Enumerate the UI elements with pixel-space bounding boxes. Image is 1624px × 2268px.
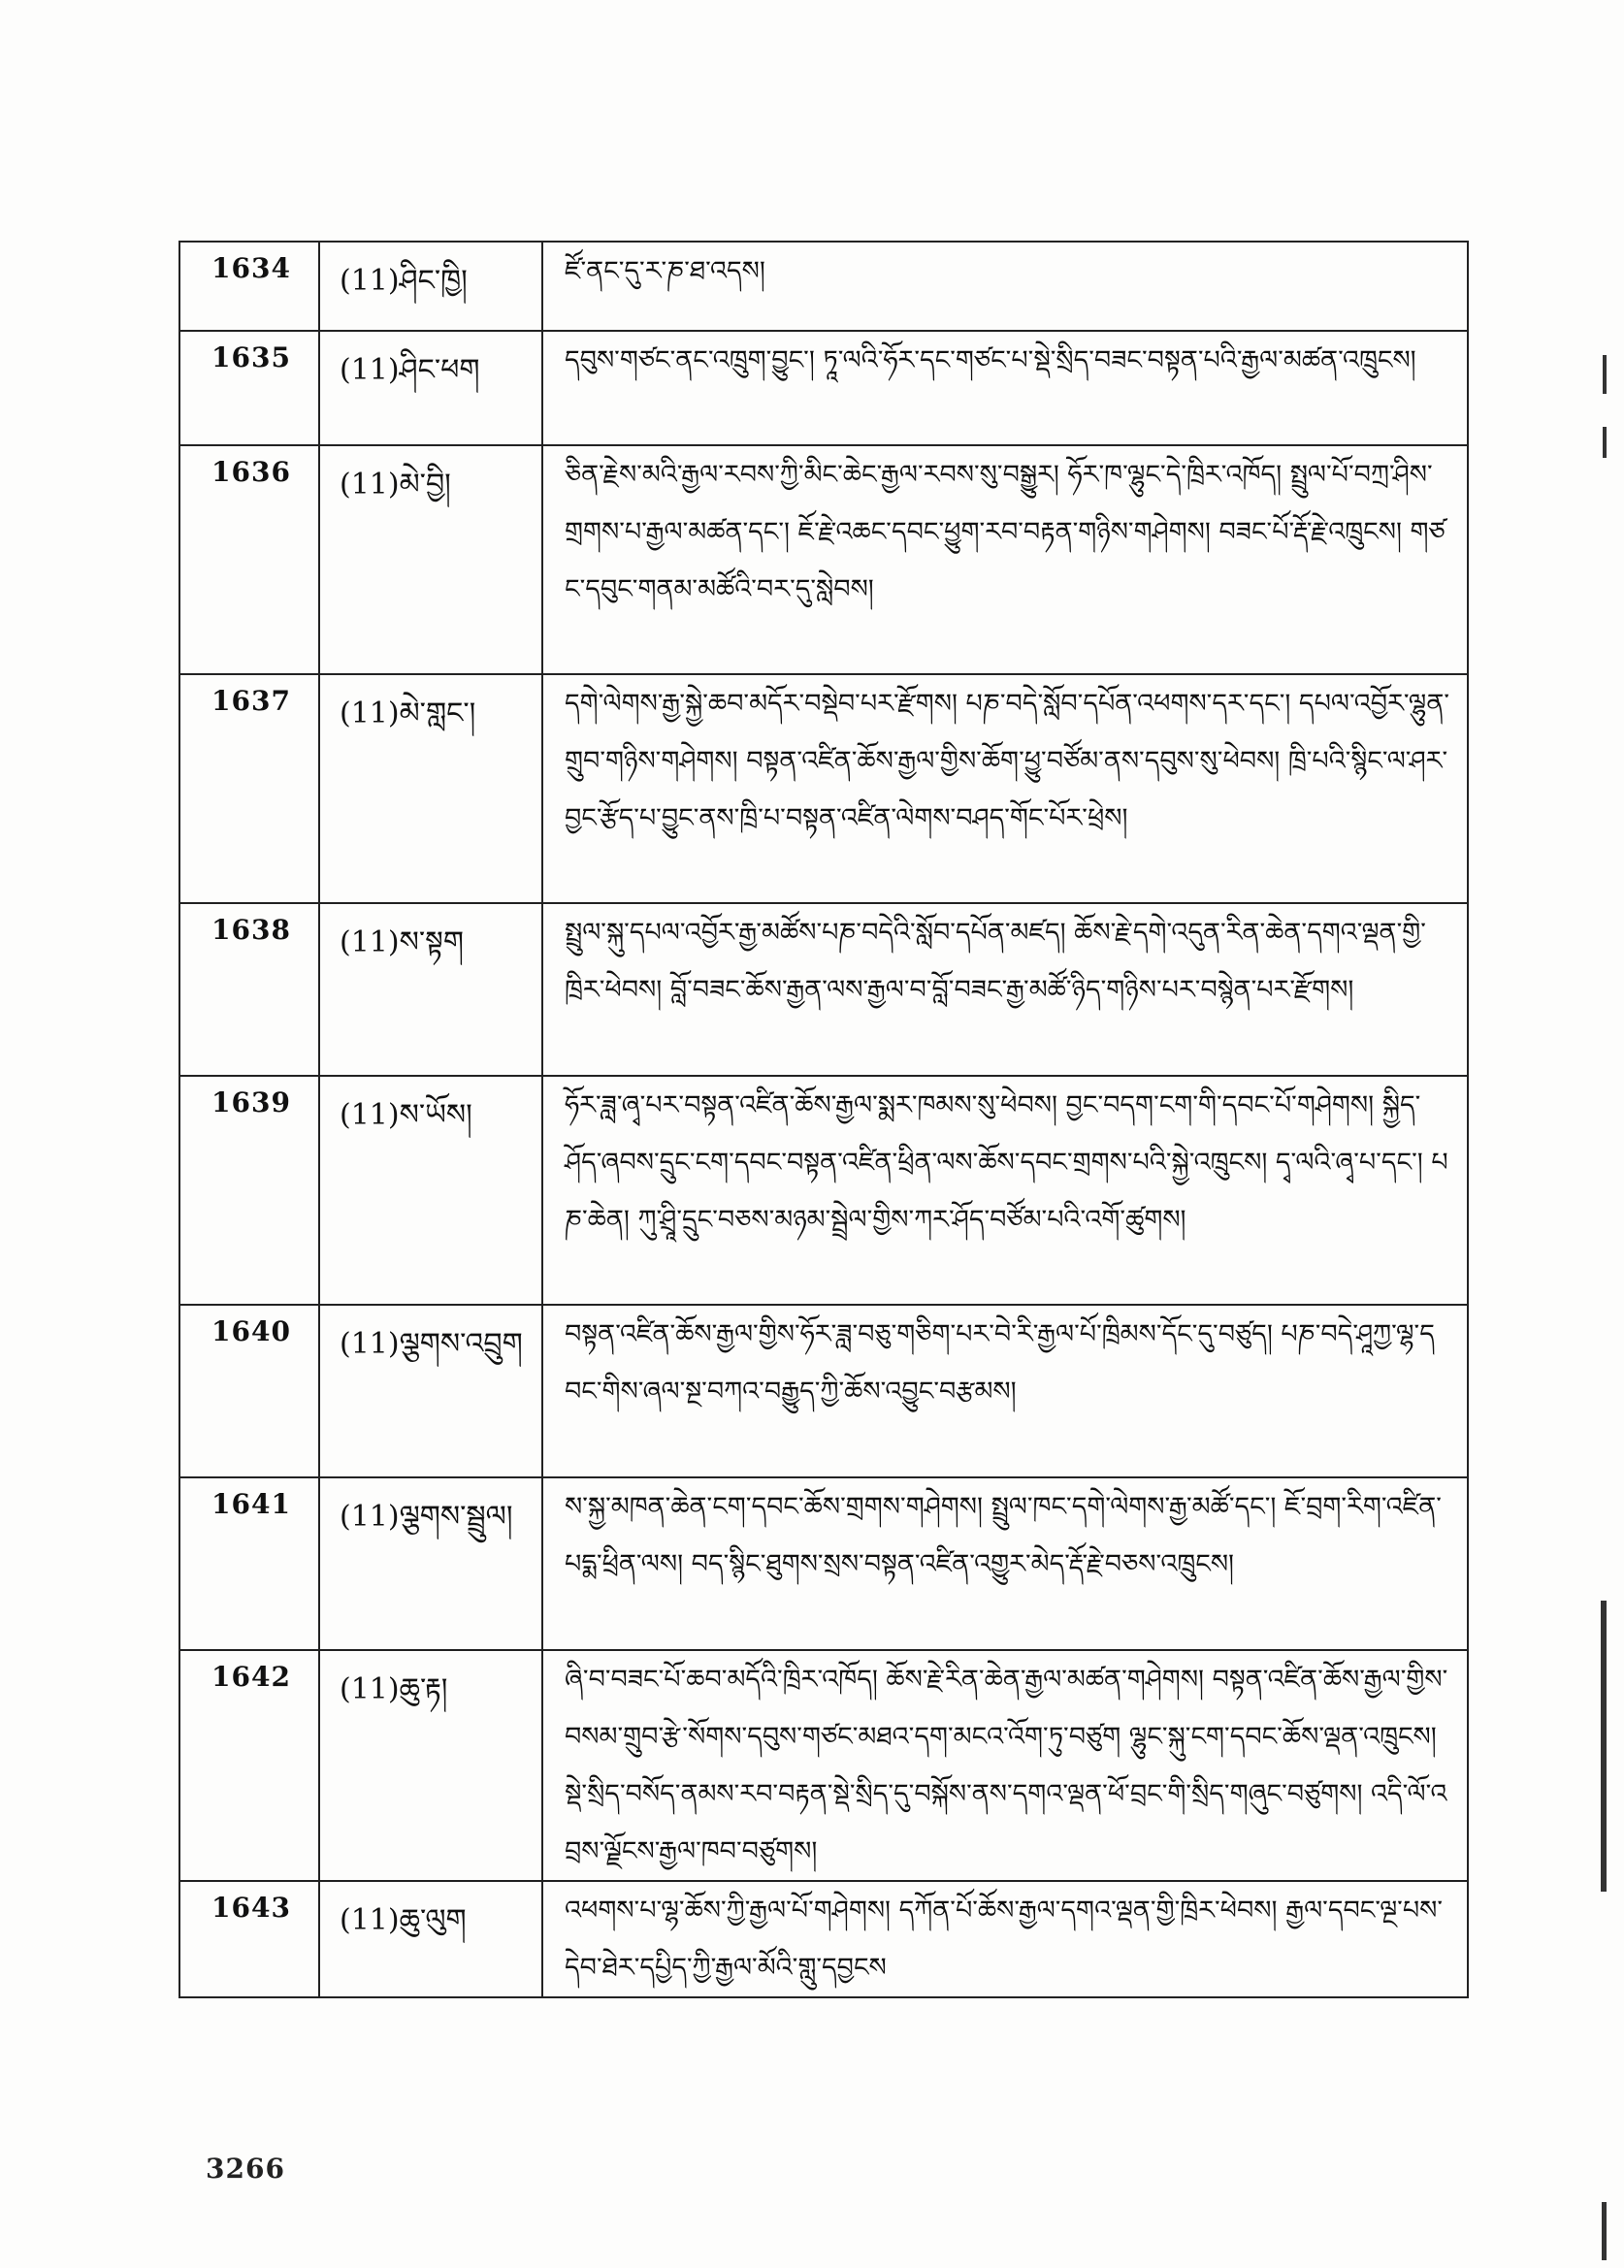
year-cell: 1636 bbox=[179, 445, 319, 674]
chronology-table-body bbox=[179, 242, 1468, 1997]
table-row bbox=[179, 1650, 1468, 1881]
year-cell: 1642 bbox=[179, 1650, 319, 1881]
cycle-cell: (11)ཤིང་ཁྱི། bbox=[319, 242, 542, 331]
table-row bbox=[179, 242, 1468, 331]
scan-edge-mark bbox=[1603, 355, 1607, 394]
event-text-cell: ཞི་བ་བཟང་པོ་ཆབ་མདོའི་ཁྲིར་འཁོད། ཆོས་རྗེ་རིན་ཆེན་རྒྱལ་མཚན་གཤེགས། བསྟན་འཛིན་ཆོས་རྒྱལ་གྱིས་བསམ་གྲུབ་རྩེ་སོགས་དབུས་གཙང་མཐའ་དག་མངའ་འོག་ཏུ་བཙུག ལྷུང་སྐུ་ངག་དབང་ཆོས་ལྡན་འཁྲུངས། སྡེ་སྲིད་བསོད་ནམས་རབ་བརྟན་སྡེ་སྲིད་དུ་བསྐོས་ནས་དགའ་ལྡན་ཕོ་བྲང་གི་སྲིད་གཞུང་བཙུགས། འདི་ལོ་འབྲས་ལྗོངས་རྒྱལ་ཁབ་བཙུགས། bbox=[542, 1650, 1468, 1881]
event-text-cell: ཧོར་ཟླ་ཞྭ་པར་བསྟན་འཛིན་ཆོས་རྒྱལ་སྨར་ཁམས་སུ་ཕེབས། བྱང་བདག་ངག་གི་དབང་པོ་གཤེགས། སྐྱིད་ཤོད་ཞབས་དྲུང་ངག་དབང་བསྟན་འཛིན་ཕྲིན་ལས་ཆོས་དབང་གྲགས་པའི་སྐྱེ་འཁྲུངས། དྭ་ལའི་ཞྭ་པ་དང་། པཎ་ཆེན། ཀུ་ཤྲཱི་དྲུང་བཅས་མཉམ་སྦྲེལ་གྱིས་ཀར་ཤོད་བཙོམ་པའི་འགོ་ཚུགས། bbox=[542, 1076, 1468, 1305]
cycle-cell: (11)ཆུ་རྟ། bbox=[319, 1650, 542, 1881]
table-row bbox=[179, 445, 1468, 674]
event-text-cell: ས་སྐྱ་མཁན་ཆེན་ངག་དབང་ཆོས་གྲགས་གཤེགས། སྤྲུལ་ཁང་དགེ་ལེགས་རྒྱ་མཚོ་དང་། ཇོ་བྲག་རིག་འཛིན་པདྨ་ཕྲིན་ལས། བད་སྙིང་ཐུགས་སྲས་བསྟན་འཛིན་འགྱུར་མེད་རྡོ་རྗེ་བཅས་འཁྲུངས། bbox=[542, 1477, 1468, 1650]
scan-edge-mark bbox=[1602, 2202, 1607, 2260]
table-row bbox=[179, 1477, 1468, 1650]
cycle-cell: (11)ཆུ་ལུག bbox=[319, 1881, 542, 1997]
year-cell: 1637 bbox=[179, 674, 319, 903]
cycle-cell: (11)ས་སྟག bbox=[319, 903, 542, 1076]
table-row bbox=[179, 674, 1468, 903]
cycle-cell: (11)ལྕགས་འབྲུག bbox=[319, 1305, 542, 1477]
event-text-cell: ཅིན་རྗེས་མའི་རྒྱལ་རབས་ཀྱི་མིང་ཆེང་རྒྱལ་རབས་སུ་བསྒྱུར། ཧོར་ཁ་ལྷུང་དེ་ཁྲིར་འཁོད། སྤྲུལ་པོ་བཀྲ་ཤིས་གྲགས་པ་རྒྱལ་མཚན་དང་། ཇོ་རྗེ་འཆང་དབང་ཕྱུག་རབ་བརྟན་གཉིས་གཤེགས། བཟང་པོ་རྡོ་རྗེ་འཁྲུངས། གཙང་དབུང་གནམ་མཚོའི་བར་དུ་སླེབས། bbox=[542, 445, 1468, 674]
event-text-cell: དགེ་ལེགས་རྒྱ་སྐྱེ་ཆབ་མདོར་བསྡེབ་པར་རྫོགས། པཎ་བདེ་སློབ་དཔོན་འཕགས་དར་དང་། དཔལ་འབྱོར་ལྷུན་གྲུབ་གཉིས་གཤེགས། བསྟན་འཛིན་ཆོས་རྒྱལ་གྱིས་ཆོག་ཕྱུ་བཙོམ་ནས་དབུས་སུ་ཕེབས། ཁྲི་པའི་སྙིང་ལ་ཤར་བྱང་རྩོད་པ་བྱུང་ནས་ཁྲི་པ་བསྟན་འཛིན་ལེགས་བཤད་གོང་པོར་ཕྲེས། bbox=[542, 674, 1468, 903]
cycle-cell: (11)མེ་བྱི། bbox=[319, 445, 542, 674]
cycle-cell: (11)ལྕགས་སྦྲུལ། bbox=[319, 1477, 542, 1650]
year-cell: 1641 bbox=[179, 1477, 319, 1650]
event-text-cell: འཕགས་པ་ལྷ་ཆོས་ཀྱི་རྒྱལ་པོ་གཤེགས། དཀོན་པོ་ཆོས་རྒྱལ་དགའ་ལྡན་གྱི་ཁྲིར་ཕེབས། རྒྱལ་དབང་ལྔ་པས་དེབ་ཐེར་དཔྱིད་ཀྱི་རྒྱལ་མོའི་གླུ་དབྱངས bbox=[542, 1881, 1468, 1997]
cycle-cell: (11)མེ་གླང་། bbox=[319, 674, 542, 903]
year-cell: 1635 bbox=[179, 331, 319, 445]
year-cell: 1643 bbox=[179, 1881, 319, 1997]
table-row bbox=[179, 331, 1468, 445]
table-row bbox=[179, 1881, 1468, 1997]
table-row bbox=[179, 1305, 1468, 1477]
scan-edge-mark bbox=[1601, 1601, 1607, 1892]
event-text-cell: སྤྲུལ་སྐུ་དཔལ་འབྱོར་རྒྱ་མཚོས་པཎ་བདེའི་སློབ་དཔོན་མཛད། ཆོས་རྗེ་དགེ་འདུན་རིན་ཆེན་དགའ་ལྡན་གྱི་ཁྲིར་ཕེབས། བློ་བཟང་ཆོས་རྒྱན་ལས་རྒྱལ་བ་བློ་བཟང་རྒྱ་མཚོ་ཉིད་གཉིས་པར་བསྙེན་པར་རྫོགས། bbox=[542, 903, 1468, 1076]
table-row bbox=[179, 1076, 1468, 1305]
year-cell: 1638 bbox=[179, 903, 319, 1076]
page-number: 3266 bbox=[206, 2153, 285, 2185]
cycle-cell: (11)ཤིང་ཕག bbox=[319, 331, 542, 445]
table-row bbox=[179, 903, 1468, 1076]
event-text-cell: བསྟན་འཛིན་ཆོས་རྒྱལ་གྱིས་ཧོར་ཟླ་བཅུ་གཅིག་པར་བེ་རི་རྒྱལ་པོ་ཁྲིམས་དོང་དུ་བཙུད། པཎ་བདེ་ཤཱཀྱ་ལྷ་དབང་གིས་ཞལ་སྔ་བཀའ་བརྒྱུད་ཀྱི་ཆོས་འབྱུང་བརྩམས། bbox=[542, 1305, 1468, 1477]
year-cell: 1640 bbox=[179, 1305, 319, 1477]
chronology-table bbox=[179, 241, 1469, 1998]
year-cell: 1634 bbox=[179, 242, 319, 331]
scan-edge-mark bbox=[1603, 427, 1607, 458]
year-cell: 1639 bbox=[179, 1076, 319, 1305]
event-text-cell: ཛོ་ནང་དུ་ར་ཎ་ཐ་འདས། bbox=[542, 242, 1468, 331]
cycle-cell: (11)ས་ཡོས། bbox=[319, 1076, 542, 1305]
event-text-cell: དབུས་གཙང་ནང་འཁྲུག་བྱུང་། ཏཱ་ལའི་ཧོར་དང་གཙང་པ་སྡེ་སྲིད་བཟང་བསྟན་པའི་རྒྱལ་མཚན་འཁྲུངས། bbox=[542, 331, 1468, 445]
